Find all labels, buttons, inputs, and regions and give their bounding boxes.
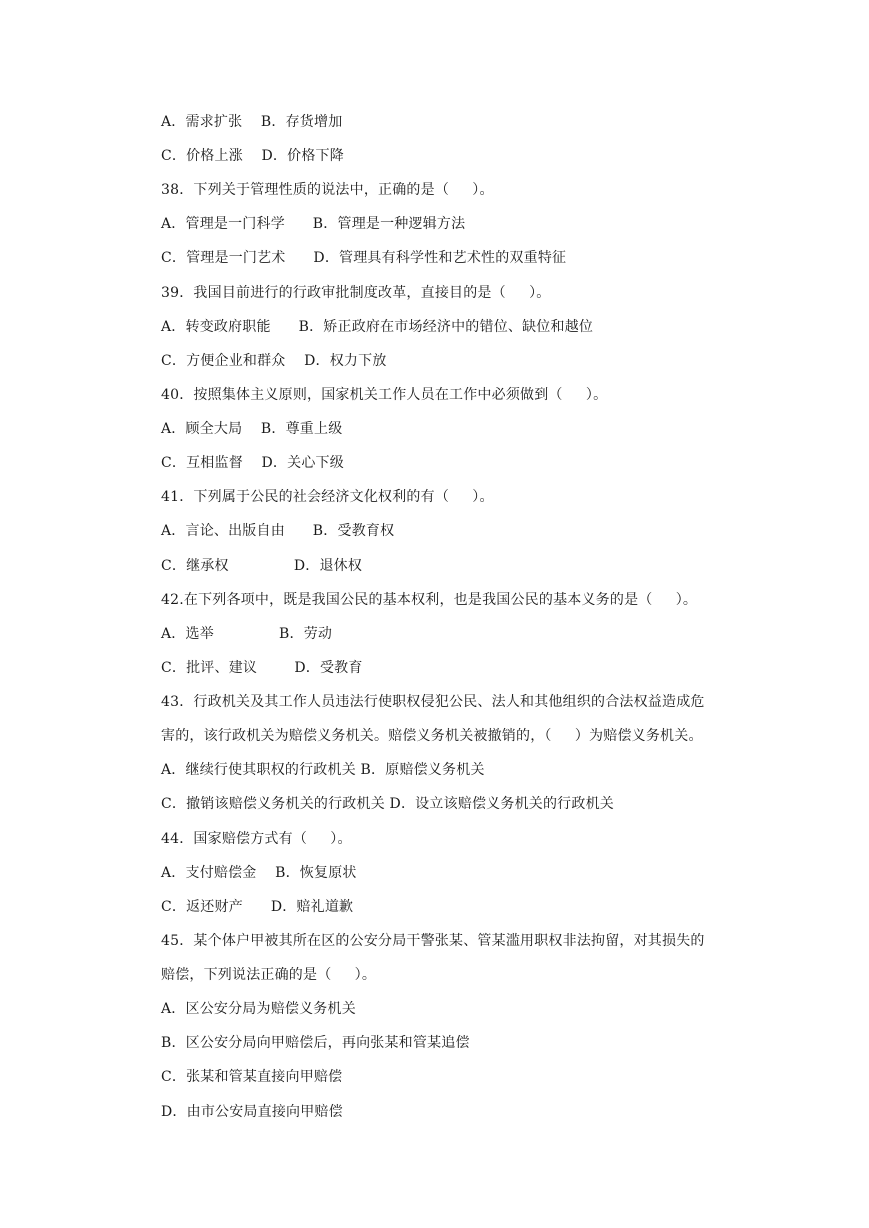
option-line: A．转变政府职能 B．矫正政府在市场经济中的错位、缺位和越位: [161, 319, 594, 335]
option-line: A．需求扩张 B．存货增加: [161, 114, 343, 130]
option-line: A．顾全大局 B．尊重上级: [161, 421, 343, 437]
option-line: C．撤销该赔偿义务机关的行政机关 D．设立该赔偿义务机关的行政机关: [161, 796, 614, 812]
question-42: 42.在下列各项中，既是我国公民的基本权利，也是我国公民的基本义务的是（ ）。: [161, 592, 698, 608]
question-40: 40．按照集体主义原则，国家机关工作人员在工作中必须做到（ ）。: [161, 387, 608, 403]
option-line: C．价格上涨 D．价格下降: [161, 148, 344, 164]
question-41: 41．下列属于公民的社会经济文化权利的有（ ）。: [161, 489, 494, 505]
question-45: 45．某个体户甲被其所在区的公安分局干警张某、管某滥用职权非法拘留，对其损失的: [161, 933, 705, 949]
question-44: 44．国家赔偿方式有（ ）。: [161, 831, 352, 847]
question-39: 39．我国目前进行的行政审批制度改革，直接目的是（ ）。: [161, 285, 551, 301]
option-line: C．继承权 D．退休权: [161, 558, 363, 574]
question-43: 43．行政机关及其工作人员违法行使职权侵犯公民、法人和其他组织的合法权益造成危: [161, 694, 705, 710]
option-line: C．互相监督 D．关心下级: [161, 455, 344, 471]
option-line: D．由市公安局直接向甲赔偿: [161, 1104, 343, 1120]
option-line: A．区公安分局为赔偿义务机关: [161, 1001, 356, 1017]
option-line: C．返还财产 D．赔礼道歉: [161, 899, 354, 915]
option-line: A．支付赔偿金 B．恢复原状: [161, 865, 357, 881]
option-line: C．方便企业和群众 D．权力下放: [161, 353, 387, 369]
option-line: C．批评、建议 D．受教育: [161, 660, 363, 676]
option-line: C．管理是一门艺术 D．管理具有科学性和艺术性的双重特征: [161, 250, 567, 266]
question-43-continued: 害的，该行政机关为赔偿义务机关。赔偿义务机关被撤销的，（ ）为赔偿义务机关。: [161, 728, 703, 744]
option-line: A．继续行使其职权的行政机关 B．原赔偿义务机关: [161, 762, 485, 778]
question-45-continued: 赔偿，下列说法正确的是（ ）。: [161, 967, 377, 983]
question-38: 38．下列关于管理性质的说法中，正确的是（ ）。: [161, 182, 494, 198]
option-line: A．选举 B．劳动: [161, 626, 333, 642]
option-line: B．区公安分局向甲赔偿后，再向张某和管某追偿: [161, 1035, 470, 1051]
option-line: A．言论、出版自由 B．受教育权: [161, 523, 395, 539]
option-line: A．管理是一门科学 B．管理是一种逻辑方法: [161, 216, 466, 232]
option-line: C．张某和管某直接向甲赔偿: [161, 1069, 343, 1085]
